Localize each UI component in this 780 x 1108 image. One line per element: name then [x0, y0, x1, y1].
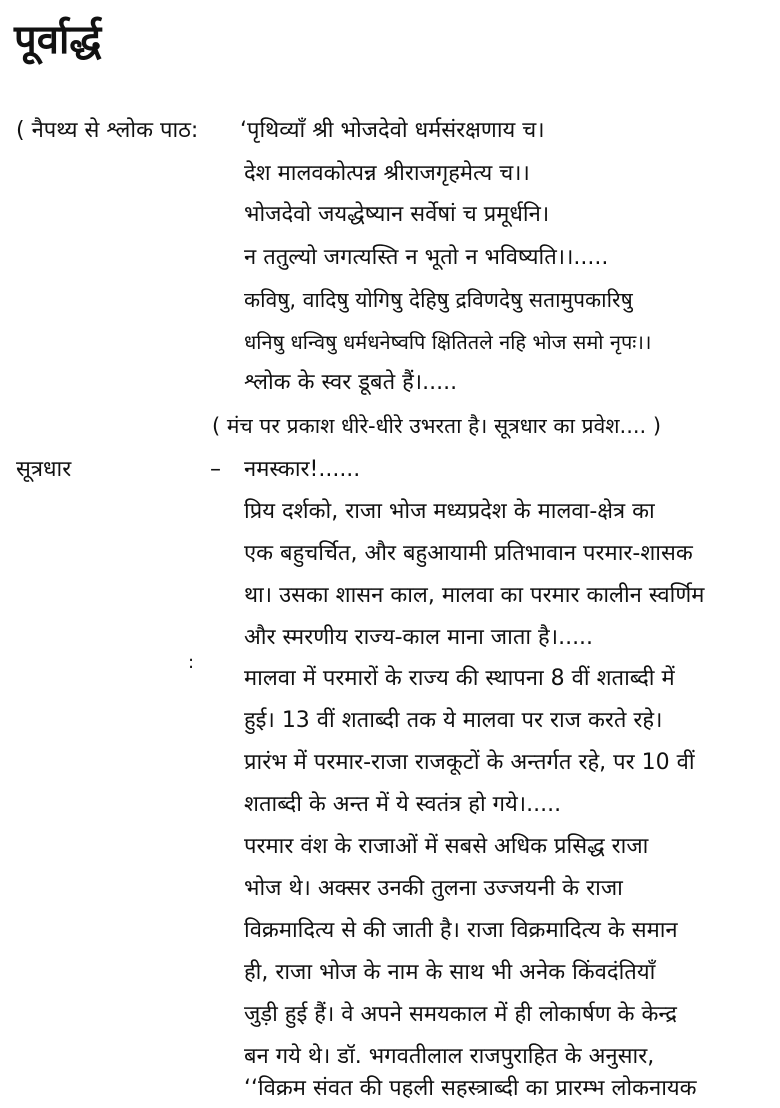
shloka-line: देश मालवकोत्पन्न श्रीराजगृहमेत्य च।। [244, 161, 530, 186]
shloka-line: श्लोक के स्वर डूबते हैं।..... [244, 370, 458, 395]
speech-line: और स्मरणीय राज्य-काल माना जाता है।..... [244, 625, 594, 650]
page-title: पूर्वार्द्ध [14, 17, 102, 63]
shloka-line: भोजदेवो जयद्धेष्यान सर्वेषां च प्रमूर्धनि। [244, 202, 550, 227]
margin-mark: : [188, 652, 195, 673]
speech-line: ही, राजा भोज के नाम के साथ भी अनेक किंवदंतियाँ [244, 960, 656, 985]
speech-line: नमस्कार!...... [244, 457, 361, 482]
stage-direction: ( मंच पर प्रकाश धीरे-धीरे उभरता है। सूत्रधार का प्रवेश.... ) [212, 414, 662, 438]
speech-line: प्रारंभ में परमार-राजा राजकूटों के अन्तर्गत रहे, पर 10 वीं [244, 750, 695, 775]
speech-line: मालवा में परमारों के राज्य की स्थापना 8 वीं शताब्दी में [244, 666, 675, 691]
speech-line: बन गये थे। डॉ. भगवतीलाल राजपुराहित के अनुसार, [244, 1044, 655, 1069]
speaker-dash: – [210, 457, 221, 482]
intro-label: ( नैपथ्य से श्लोक पाठ: [16, 118, 199, 143]
speech-line: प्रिय दर्शको, राजा भोज मध्यप्रदेश के मालवा-क्षेत्र का [244, 499, 655, 524]
speech-line: विक्रमादित्य से की जाती है। राजा विक्रमादित्य के समान [244, 918, 678, 943]
speech-line: हुई। 13 वीं शताब्दी तक ये मालवा पर राज करते रहे। [244, 708, 663, 733]
speech-line: भोज थे। अक्सर उनकी तुलना उज्जयनी के राजा [244, 876, 623, 901]
speech-line: परमार वंश के राजाओं में सबसे अधिक प्रसिद्ध राजा [244, 834, 649, 859]
speech-line: था। उसका शासन काल, मालवा का परमार कालीन स्वर्णिम [244, 583, 705, 608]
speech-line: एक बहुचर्चित, और बहुआयामी प्रतिभावान परमार-शासक [244, 541, 693, 566]
speech-line: ‘‘विक्रम संवत की पहली सहस्त्राब्दी का प्रारम्भ लोकनायक [244, 1076, 697, 1101]
shloka-line: कविषु, वादिषु योगिषु देहिषु द्रविणदेषु सतामुपकारिषु [244, 288, 633, 312]
speech-line: जुड़ी हुई हैं। वे अपने समयकाल में ही लोकार्षण के केन्द्र [244, 1002, 677, 1027]
shloka-line: न ततुल्यो जगत्यस्ति न भूतो न भविष्यति।।..... [244, 245, 609, 270]
shloka-line: ‘पृथिव्याँ श्री भोजदेवो धर्मसंरक्षणाय च। [240, 118, 545, 143]
speech-line: शताब्दी के अन्त में ये स्वतंत्र हो गये।..... [244, 792, 562, 817]
speaker-name: सूत्रधार [16, 457, 72, 482]
shloka-line: धनिषु धन्विषु धर्मधनेष्वपि क्षितितले नहि भोज समो नृपः।। [244, 330, 652, 354]
